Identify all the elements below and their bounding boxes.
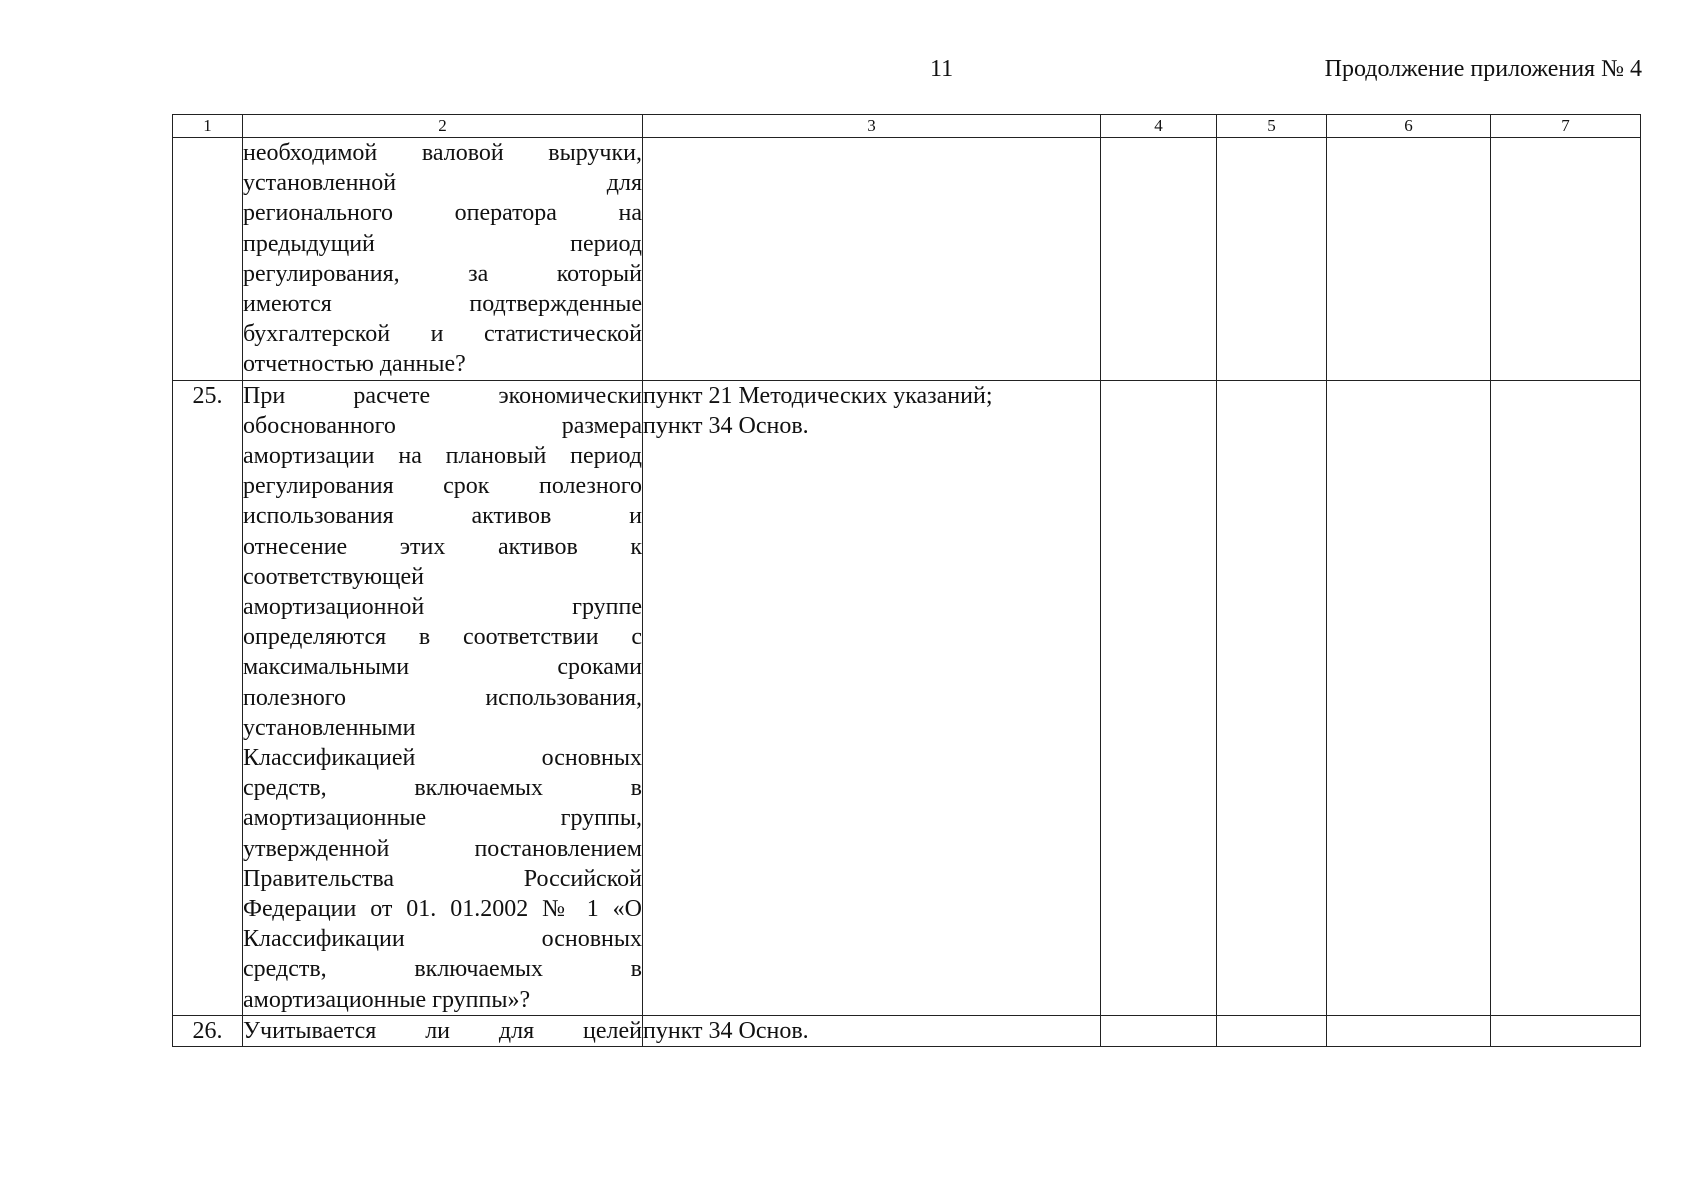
question-line: утвержденной постановлением	[243, 835, 642, 862]
reference-line: пункт 34 Основ.	[643, 1017, 809, 1044]
column-header-6: 6	[1327, 115, 1491, 138]
question-cell	[243, 1015, 643, 1046]
question-line: отнесение этих активов к	[243, 533, 642, 560]
empty-cell-col-7	[1491, 1015, 1641, 1046]
empty-cell-col-4	[1101, 138, 1217, 381]
question-line: амортизации на плановый период	[243, 443, 642, 470]
empty-cell-col-7	[1491, 138, 1641, 381]
column-header-1: 1	[173, 115, 243, 138]
empty-cell-col-4	[1101, 1015, 1217, 1046]
empty-cell-col-5	[1217, 138, 1327, 381]
question-line: предыдущий период	[243, 230, 642, 257]
column-header-3: 3	[643, 115, 1101, 138]
empty-cell-col-7	[1491, 380, 1641, 1015]
column-header-2: 2	[243, 115, 643, 138]
column-header-7: 7	[1491, 115, 1641, 138]
question-line: амортизационные группы»?	[243, 986, 531, 1013]
question-line: отчетностью данные?	[243, 351, 466, 378]
reference-cell	[643, 138, 1101, 381]
question-line: Классификации основных	[243, 926, 642, 953]
question-line: необходимой валовой выручки,	[243, 140, 642, 166]
row-number	[173, 138, 243, 381]
appendix-label: Продолжение приложения № 4	[1324, 56, 1642, 82]
question-line: регионального оператора на	[243, 200, 642, 227]
table-row	[173, 380, 1641, 1015]
empty-cell-col-6	[1327, 1015, 1491, 1046]
question-line: соответствующей	[243, 563, 425, 590]
column-header-5: 5	[1217, 115, 1327, 138]
reference-line: пункт 21 Методических указаний;	[643, 382, 993, 409]
row-number: 26.	[173, 1015, 243, 1046]
row-number: 25.	[173, 380, 243, 1015]
column-number-row	[173, 115, 1641, 138]
question-line: Классификацией основных	[243, 745, 642, 772]
question-line: регулирования срок полезного	[243, 473, 642, 500]
question-line: использования активов и	[243, 503, 642, 530]
question-line: установленной для	[243, 170, 642, 197]
question-line: установленными	[243, 714, 416, 741]
question-line: обоснованного размера	[243, 412, 642, 439]
question-line: амортизационные группы,	[243, 805, 642, 832]
question-cell	[243, 138, 643, 381]
page-number: 11	[930, 56, 954, 82]
empty-cell-col-5	[1217, 1015, 1327, 1046]
reference-cell	[643, 1015, 1101, 1046]
question-line: средств, включаемых в	[243, 956, 642, 983]
checklist-table	[172, 114, 1641, 1047]
reference-line: пункт 34 Основ.	[643, 412, 809, 439]
empty-cell-col-6	[1327, 380, 1491, 1015]
reference-cell	[643, 380, 1101, 1015]
question-line: При расчете экономически	[243, 382, 642, 409]
question-line: полезного использования,	[243, 684, 642, 711]
question-line: регулирования, за который	[243, 260, 642, 287]
table-row	[173, 1015, 1641, 1046]
table-row	[173, 138, 1641, 381]
question-line: средств, включаемых в	[243, 775, 642, 802]
question-line: амортизационной группе	[243, 594, 642, 621]
question-cell	[243, 380, 643, 1015]
question-line: определяются в соответствии с	[243, 624, 642, 651]
question-line: максимальными сроками	[243, 654, 642, 681]
empty-cell-col-4	[1101, 380, 1217, 1015]
question-line: Правительства Российской	[243, 865, 642, 892]
column-header-4: 4	[1101, 115, 1217, 138]
question-line: Федерации от 01. 01.2002 № 1 «О	[243, 896, 642, 923]
question-line: Учитывается ли для целей	[243, 1017, 642, 1044]
empty-cell-col-6	[1327, 138, 1491, 381]
empty-cell-col-5	[1217, 380, 1327, 1015]
question-line: имеются подтвержденные	[243, 291, 642, 318]
question-line: бухгалтерской и статистической	[243, 321, 642, 348]
